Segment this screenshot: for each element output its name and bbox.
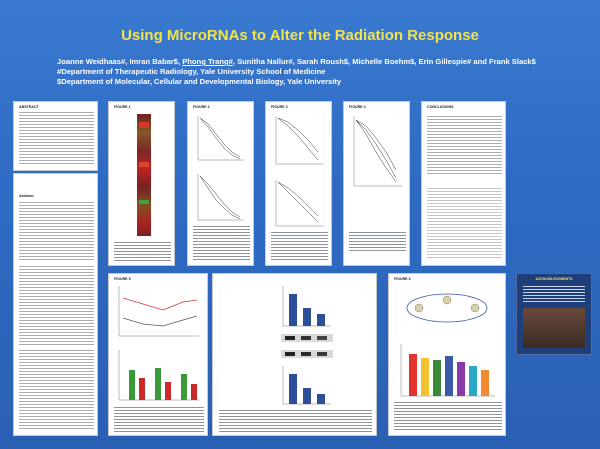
- figure-6-panel: [388, 273, 506, 436]
- affiliation-1: #Department of Therapeutic Radiology, Yale University School of Medicine: [57, 67, 326, 77]
- affiliation-2: $Department of Molecular, Cellular and Developmental Biology, Yale University: [57, 77, 342, 87]
- figure-2-label: FIGURE 2: [193, 105, 210, 109]
- figure-3-panel: [265, 101, 332, 266]
- figure-5-caption: [114, 407, 204, 433]
- author-names-pre: Joanne Weidhaas#, Imran Babar$,: [57, 57, 183, 66]
- references-text: [427, 188, 502, 260]
- conclusions-panel: [421, 101, 506, 266]
- figure-4-panel: [343, 101, 410, 266]
- acknowledgments-text: [523, 286, 585, 304]
- presenting-author: Phong Trang#: [182, 57, 233, 66]
- acknowledgments-heading: ACKNOWLEDGMENTS: [535, 277, 573, 281]
- introduction-panel: [13, 173, 98, 436]
- figure-2-caption: [193, 226, 250, 262]
- figure-6-label: FIGURE 6: [394, 277, 411, 281]
- figure-4-caption: [349, 232, 406, 252]
- conclusions-text: [427, 116, 502, 176]
- figure-5b-caption: [219, 410, 372, 432]
- intro-heading: Abstract: [19, 194, 34, 198]
- abstract-heading: ABSTRACT: [19, 105, 39, 109]
- author-block: [57, 57, 577, 88]
- acknowledgments-photo: [523, 308, 585, 348]
- intro-text-2: [19, 266, 94, 346]
- intro-text-1: [19, 202, 94, 262]
- figure-6-caption: [394, 402, 502, 432]
- figure-5-panel: [108, 273, 208, 436]
- author-list: [57, 57, 577, 67]
- figure-1-panel: [108, 101, 175, 266]
- figure-1-caption: [114, 242, 171, 262]
- author-names-post: , Sunitha Nallur#, Sarah Roush$, Michelle Boehm$, Erin Gillespie# and Frank Slack$: [232, 57, 536, 66]
- intro-text-3: [19, 350, 94, 430]
- acknowledgments-panel: [516, 273, 592, 355]
- figure-5-label: FIGURE 5: [114, 277, 131, 281]
- poster-title: Using MicroRNAs to Alter the Radiation Response: [121, 27, 479, 44]
- figure-2-panel: [187, 101, 254, 266]
- figure-5b-panel: [212, 273, 377, 436]
- abstract-panel: [13, 101, 98, 171]
- abstract-text: [19, 112, 94, 166]
- figure-4-label: FIGURE 4: [349, 105, 366, 109]
- figure-3-caption: [271, 232, 328, 262]
- conclusions-heading: CONCLUSIONS: [427, 105, 454, 109]
- figure-1-label: FIGURE 1: [114, 105, 131, 109]
- figure-3-label: FIGURE 3: [271, 105, 288, 109]
